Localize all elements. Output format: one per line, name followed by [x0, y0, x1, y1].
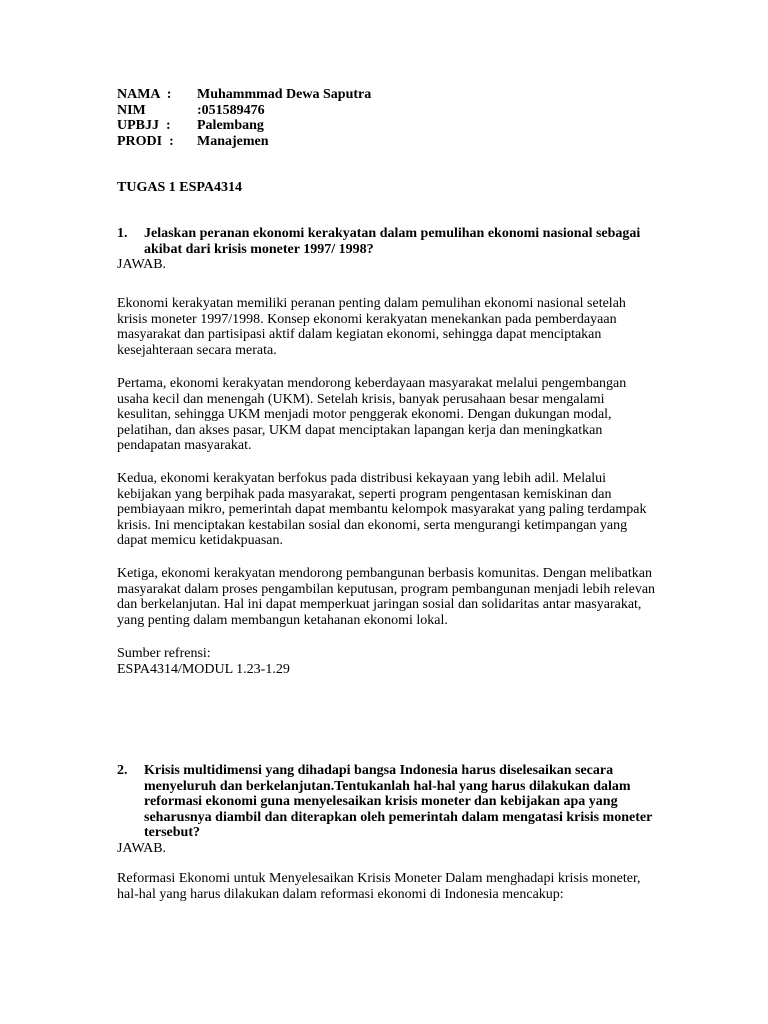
answer-2-paragraph-1: Reformasi Ekonomi untuk Menyelesaikan Krisis Moneter Dalam menghadapi krisis moneter, hal-hal yang harus dilakukan dalam reformasi ekonomi di Indonesia mencakup: — [117, 871, 641, 902]
identity-label: UPBJJ : — [117, 118, 171, 134]
source-value: ESPA4314/MODUL 1.23-1.29 — [117, 661, 290, 677]
source-label: Sumber refrensi: — [117, 646, 211, 661]
answer-label: JAWAB. — [117, 257, 167, 273]
question-number: 2. — [117, 763, 128, 778]
identity-value: Muhammmad Dewa Saputra — [197, 87, 372, 102]
identity-label: NIM — [117, 102, 146, 118]
question-number: 1. — [117, 226, 128, 241]
identity-value: Palembang — [197, 118, 264, 134]
identity-value: Manajemen — [197, 133, 269, 149]
question-2 — [117, 763, 657, 841]
answer-1-paragraph-4: Ketiga, ekonomi kerakyatan mendorong pembangunan berbasis komunitas. Dengan melibatkan masyarakat dalam proses pengambilan keputusan, program pembangunan menjadi lebih relevan dan berkelanjutan. Hal ini dapat memperkuat jaringan sosial dan solidaritas antar masyarakat, yang penting dalam membangun ketahanan ekonomi lokal. — [117, 566, 656, 628]
identity-block — [117, 87, 371, 149]
question-1-block — [117, 226, 657, 273]
answer-1-paragraph-2: Pertama, ekonomi kerakyatan mendorong keberdayaan masyarakat melalui pengembangan usaha kecil dan menengah (UKM). Setelah krisis, banyak perusahaan besar mengalami kesulitan, sehingga UKM menjadi motor penggerak ekonomi. Dengan dukungan modal, pelatihan, dan akses pasar, UKM dapat menciptakan lapangan kerja dan meningkatkan pendapatan masyarakat. — [117, 376, 627, 454]
assignment-title: TUGAS 1 ESPA4314 — [117, 180, 242, 195]
identity-row-upbjj — [117, 118, 371, 134]
answer-1-paragraph-1: Ekonomi kerakyatan memiliki peranan penting dalam pemulihan ekonomi nasional setelah krisis moneter 1997/1998. Konsep ekonomi kerakyatan menekankan pada pemberdayaan masyarakat dan partisipasi aktif dalam kegiatan ekonomi, sehingga dapat menciptakan kesejahteraan secara merata. — [117, 296, 626, 358]
identity-row-nama — [117, 87, 371, 103]
answer-1-paragraph-3: Kedua, ekonomi kerakyatan berfokus pada distribusi kekayaan yang lebih adil. Melalui kebijakan yang berpihak pada masyarakat, seperti program pengentasan kemiskinan dan pembiayaan mikro, pemerintah dapat membantu kelompok masyarakat yang paling terdampak krisis. Ini menciptakan kestabilan sosial dan ekonomi, serta mengurangi ketimpangan yang dapat memicu ketidakpuasan. — [117, 471, 647, 549]
question-text: Krisis multidimensi yang dihadapi bangsa Indonesia harus diselesaikan secara menyeluruh dan berkelanjutan.Tentukanlah hal-hal yang harus dilakukan dalam reformasi ekonomi guna menyelesaikan krisis moneter dan kebijakan apa yang seharusnya diambil dan diterapkan oleh pemerintah dalam mengatasi krisis moneter tersebut? — [144, 763, 653, 841]
identity-row-prodi — [117, 134, 371, 150]
answer-label: JAWAB. — [117, 840, 167, 856]
identity-value: :051589476 — [197, 102, 265, 118]
identity-label: NAMA : — [117, 87, 172, 102]
identity-row-nim — [117, 103, 371, 119]
question-2-block — [117, 763, 657, 857]
question-1 — [117, 226, 657, 257]
source-reference — [117, 646, 290, 677]
question-text: Jelaskan peranan ekonomi kerakyatan dalam pemulihan ekonomi nasional sebagai akibat dari krisis moneter 1997/ 1998? — [144, 226, 641, 257]
identity-label: PRODI : — [117, 133, 174, 149]
